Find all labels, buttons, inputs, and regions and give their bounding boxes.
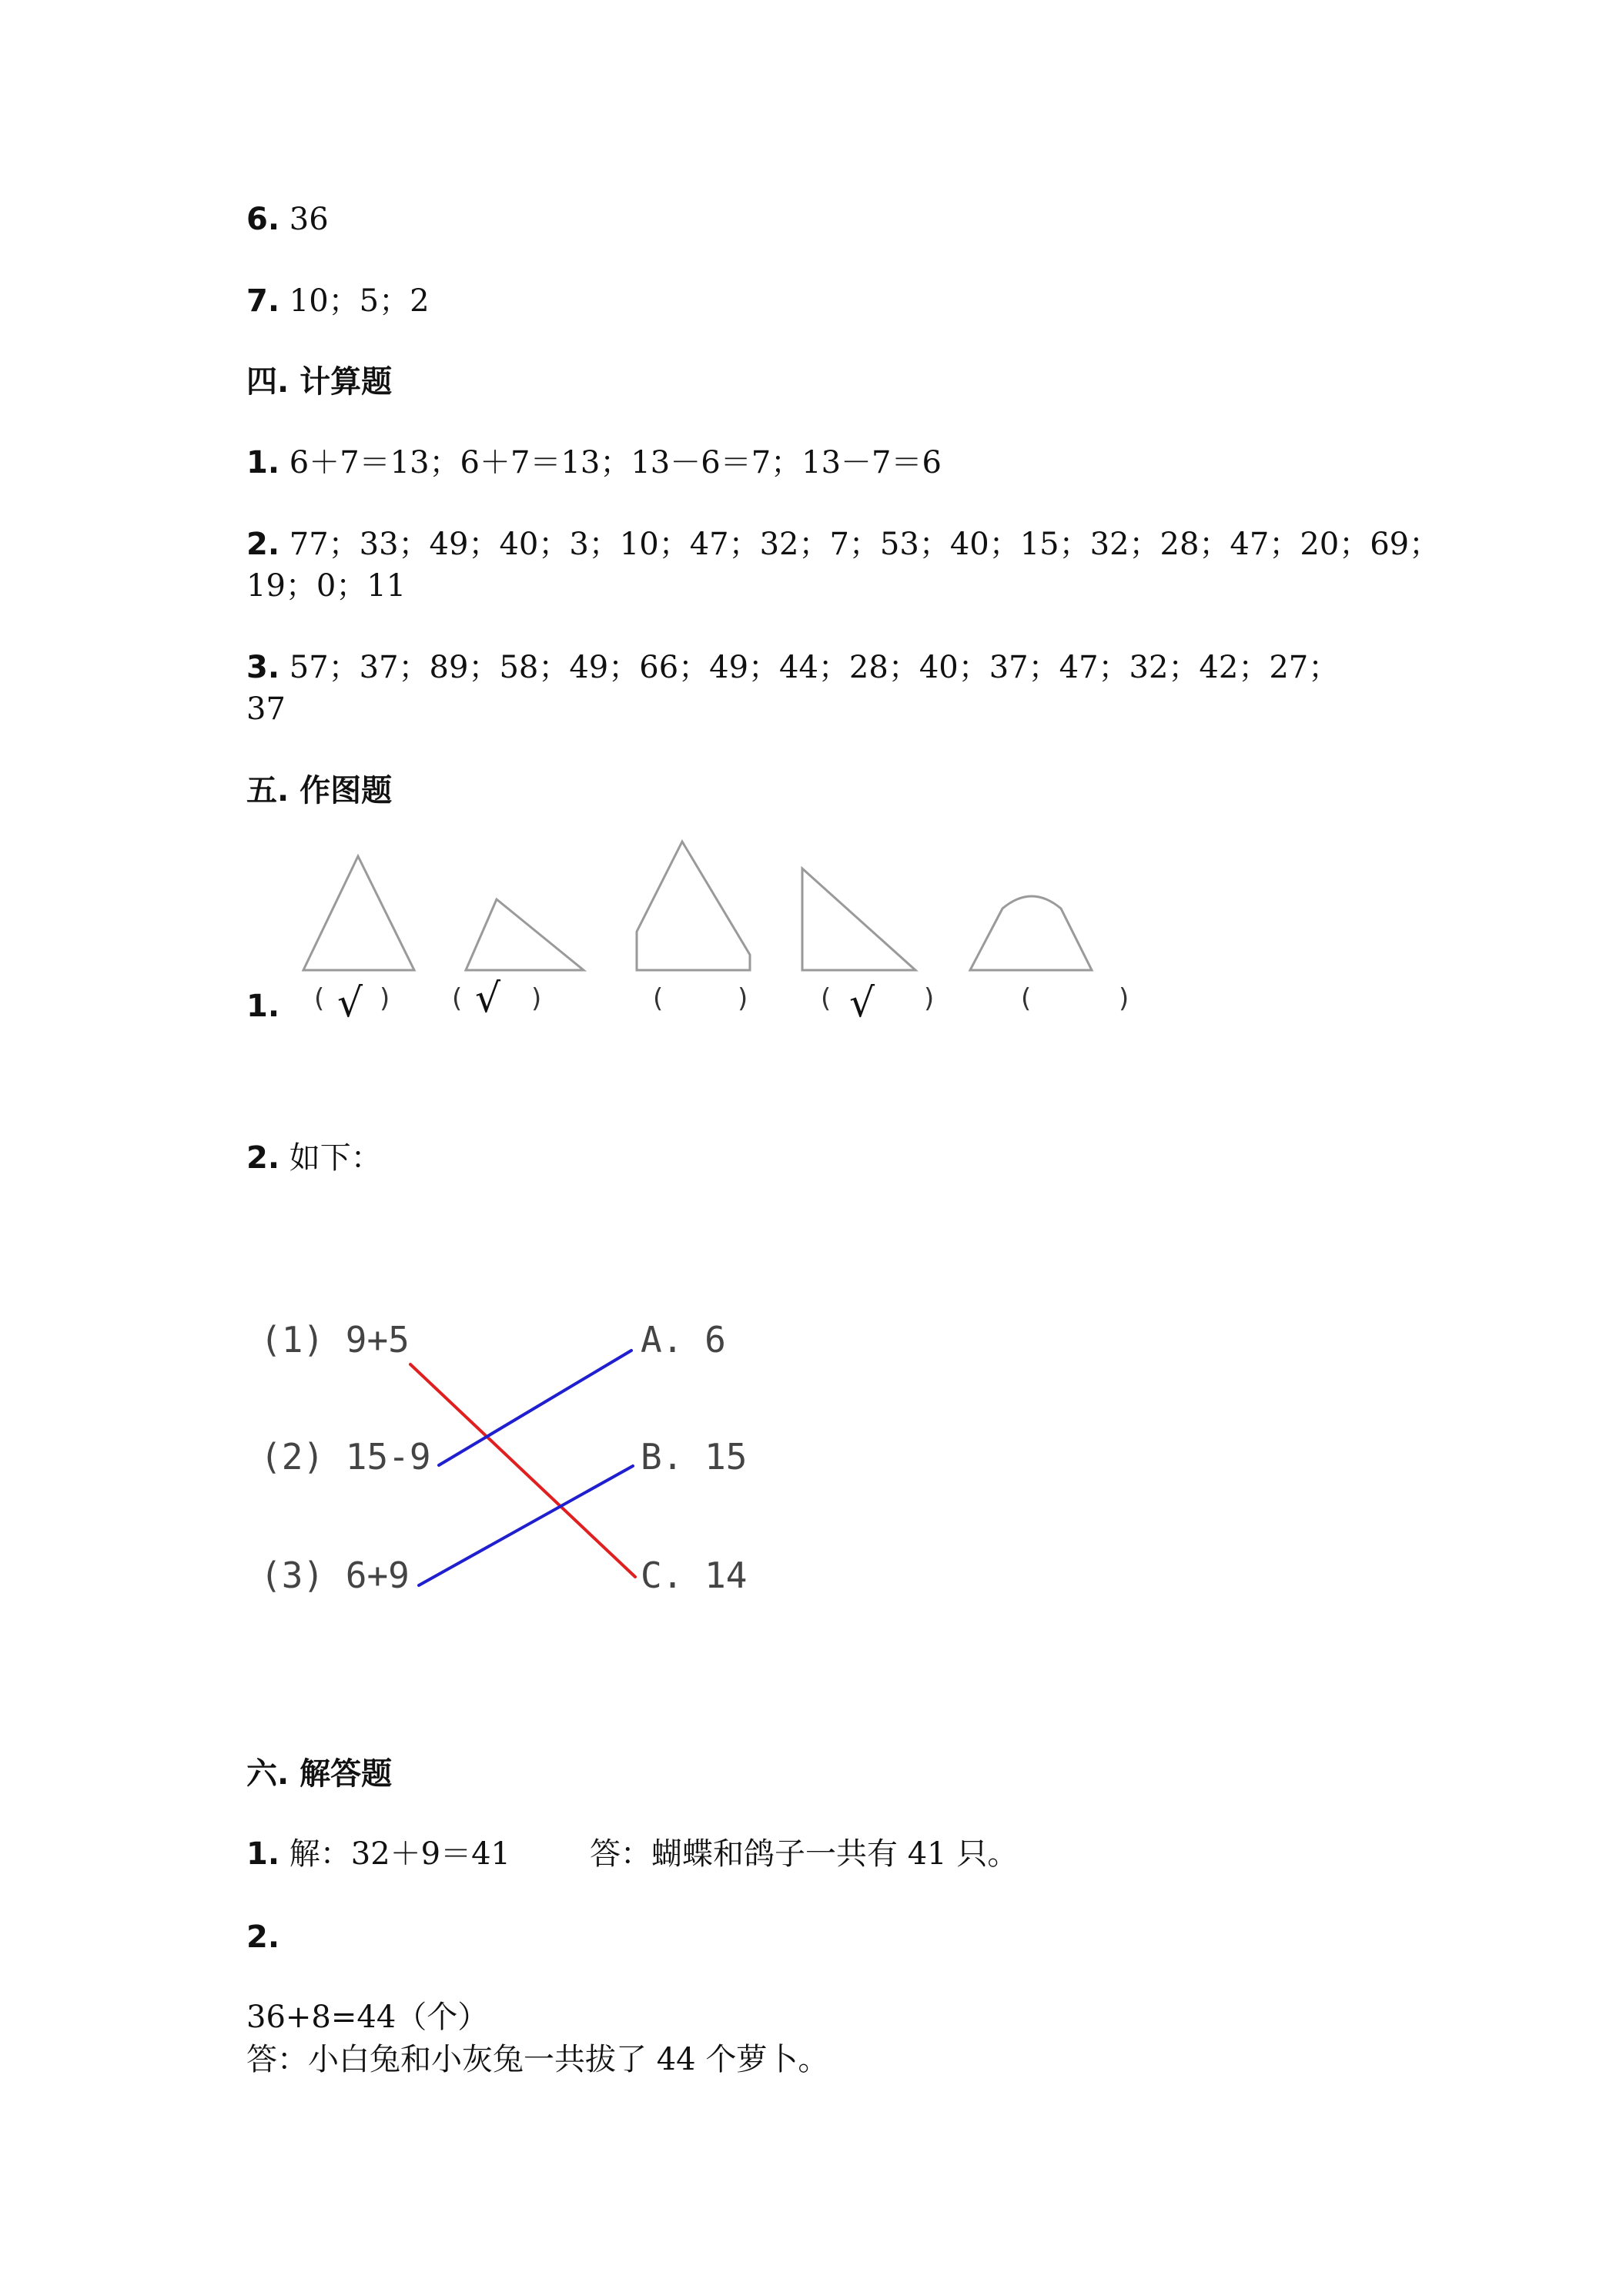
item-number: 1. bbox=[246, 445, 280, 480]
triangle-shape bbox=[303, 856, 414, 970]
answer-calc-3-continued: 37 bbox=[246, 691, 286, 727]
answer-q6 bbox=[246, 199, 329, 240]
paren-close: ) bbox=[531, 983, 542, 1014]
item-number: 3. bbox=[246, 650, 280, 685]
answer-calc-1 bbox=[246, 442, 942, 484]
answer-text: 77；33；49；40；3；10；47；32；7；53；40；15；32；28；47；20；69； bbox=[289, 527, 1441, 562]
answer-problem-1 bbox=[246, 1833, 510, 1875]
connection-line-3-to-b bbox=[419, 1466, 633, 1585]
answer-calc-2-continued: 19；0；11 bbox=[246, 568, 407, 604]
answer-text: 6＋7＝13；6＋7＝13；13－6＝7；13－7＝6 bbox=[289, 445, 942, 480]
item-number: 6. bbox=[246, 202, 280, 237]
paren-close: ) bbox=[380, 983, 390, 1014]
section-heading-calculation: 四. 计算题 bbox=[246, 364, 393, 400]
paren-close: ) bbox=[924, 983, 935, 1014]
answer-statement-1: 答：蝴蝶和鸽子一共有 41 只。 bbox=[590, 1836, 1019, 1872]
connection-line-1-to-c bbox=[410, 1364, 635, 1577]
paren-close: ) bbox=[738, 983, 748, 1014]
solution-text: 解：32＋9＝41 bbox=[289, 1836, 510, 1872]
item-number: 1. bbox=[246, 989, 280, 1024]
check-mark: √ bbox=[475, 976, 501, 1022]
section-heading-drawing: 五. 作图题 bbox=[246, 773, 393, 808]
check-mark: √ bbox=[849, 980, 875, 1026]
answer-statement-2: 答：小白兔和小灰兔一共拔了 44 个萝卜。 bbox=[246, 2042, 829, 2077]
answer-calc-2 bbox=[246, 524, 1440, 565]
answer-text: 36 bbox=[289, 202, 329, 237]
paren-close: ) bbox=[1119, 983, 1129, 1014]
paren-open: ( bbox=[1021, 983, 1032, 1014]
item-number: 1. bbox=[246, 1836, 280, 1872]
pentagon-shape bbox=[637, 842, 750, 970]
obtuse-triangle-shape bbox=[466, 899, 584, 970]
item-number: 2. bbox=[246, 527, 280, 562]
left-item-3: (3) 6+9 bbox=[260, 1555, 410, 1596]
right-item-c: C. 14 bbox=[641, 1555, 748, 1596]
left-item-1: (1) 9+5 bbox=[260, 1319, 410, 1361]
shape-identification-figure bbox=[293, 839, 1155, 1055]
item-number: 7. bbox=[246, 283, 280, 319]
left-item-2: (2) 15-9 bbox=[260, 1436, 431, 1478]
answer-calc-3 bbox=[246, 647, 1339, 688]
answer-problem-2-number bbox=[246, 1916, 279, 1958]
solution-problem-2: 36+8=44（个） bbox=[246, 2000, 489, 2035]
drawing-item-2 bbox=[246, 1137, 382, 1179]
right-item-b: B. 15 bbox=[641, 1436, 748, 1478]
paren-open: ( bbox=[821, 983, 832, 1014]
answer-text: 10；5；2 bbox=[289, 283, 430, 319]
paren-open: ( bbox=[314, 983, 325, 1014]
answer-text: 如下： bbox=[289, 1140, 382, 1176]
right-triangle-shape bbox=[802, 869, 915, 970]
dome-shape bbox=[970, 896, 1092, 970]
answer-q7 bbox=[246, 280, 430, 322]
answer-text: 57；37；89；58；49；66；49；44；28；40；37；47；32；42；27； bbox=[289, 650, 1340, 685]
item-number: 2. bbox=[246, 1140, 280, 1176]
drawing-item-1-number bbox=[246, 986, 279, 1027]
section-heading-word-problems: 六. 解答题 bbox=[246, 1756, 393, 1792]
item-number: 2. bbox=[246, 1919, 280, 1955]
connection-line-2-to-a bbox=[439, 1350, 631, 1465]
check-mark: √ bbox=[337, 980, 363, 1026]
matching-diagram bbox=[246, 1301, 785, 1609]
paren-open: ( bbox=[653, 983, 664, 1014]
paren-open: ( bbox=[452, 983, 463, 1014]
right-item-a: A. 6 bbox=[641, 1319, 726, 1361]
